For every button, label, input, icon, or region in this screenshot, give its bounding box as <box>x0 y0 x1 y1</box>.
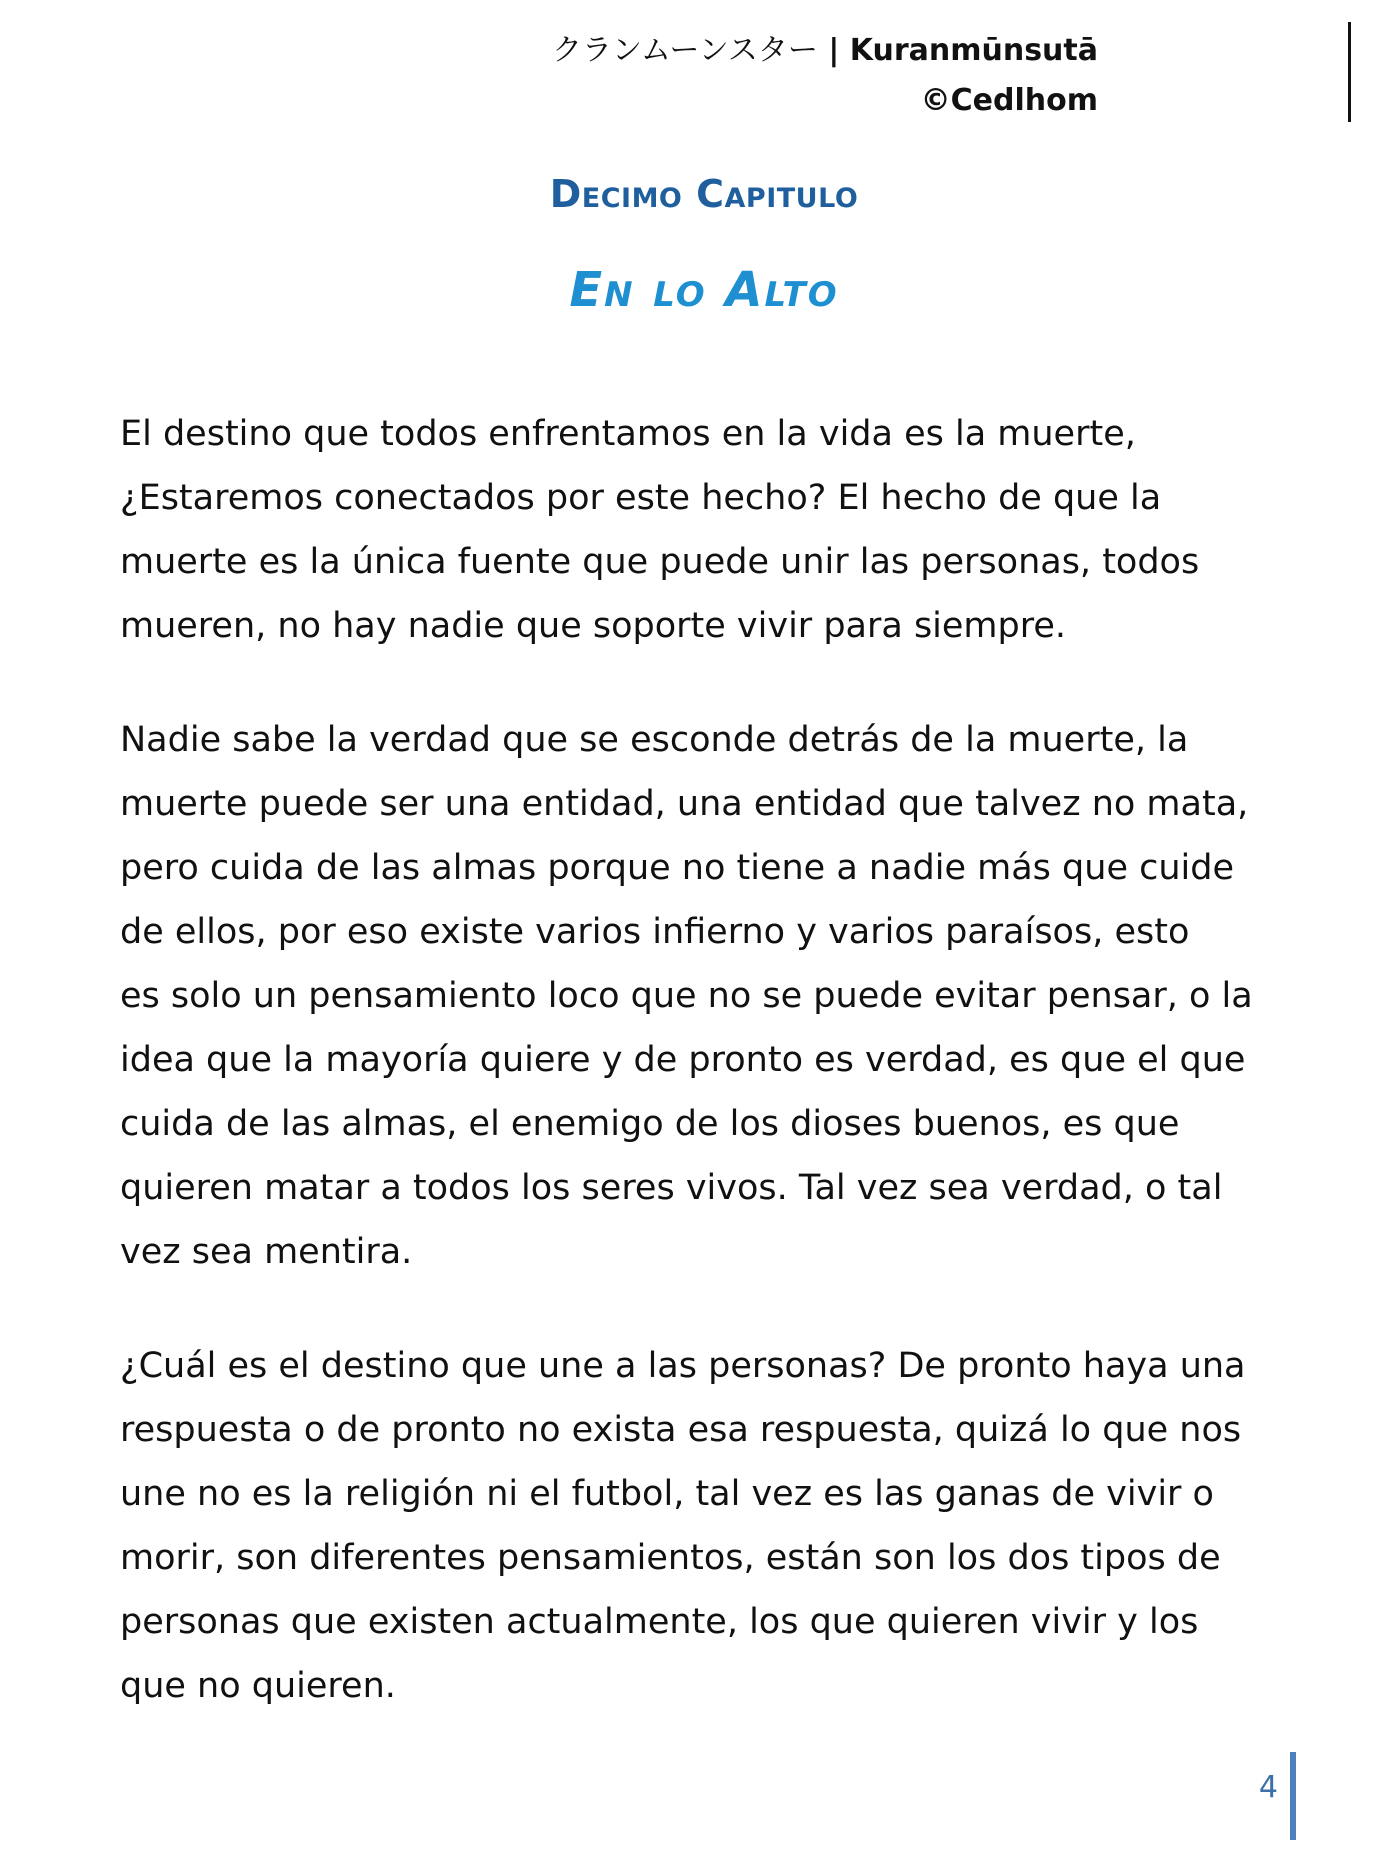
header-japanese-title: クランムーンスター <box>552 33 818 68</box>
text-line: une no es la religión ni el futbol, tal vez es las ganas de vivir o <box>120 1474 1214 1514</box>
text-line: vez sea mentira. <box>120 1232 413 1272</box>
header-copyright: ©Cedlhom <box>920 83 1098 118</box>
text-line: de ellos, por eso existe varios infierno y varios paraísos, esto <box>120 912 1190 952</box>
chapter-title: En lo Alto <box>569 262 839 318</box>
text-line: morir, son diferentes pensamientos, están son los dos tipos de <box>120 1538 1221 1578</box>
text-line: que no quieren. <box>120 1666 396 1706</box>
chapter-body <box>120 402 1300 1718</box>
text-line: personas que existen actualmente, los que quieren vivir y los <box>120 1602 1199 1642</box>
header-vertical-rule <box>1348 22 1351 122</box>
page-number: 4 <box>1258 1770 1278 1805</box>
text-line: mueren, no hay nadie que soporte vivir para siempre. <box>120 606 1067 646</box>
running-header <box>552 26 1098 126</box>
paragraph-2 <box>120 708 1300 1284</box>
text-line: muerte puede ser una entidad, una entidad que talvez no mata, <box>120 784 1249 824</box>
text-line: ¿Estaremos conectados por este hecho? El hecho de que la <box>120 478 1162 518</box>
paragraph-3 <box>120 1334 1300 1718</box>
text-line: ¿Cuál es el destino que une a las personas? De pronto haya una <box>120 1346 1246 1386</box>
paragraph-1 <box>120 402 1300 658</box>
text-line: cuida de las almas, el enemigo de los dioses buenos, es que <box>120 1104 1180 1144</box>
chapter-label: Decimo Capitulo <box>549 172 859 216</box>
text-line: El destino que todos enfrentamos en la vida es la muerte, <box>120 414 1136 454</box>
header-separator: | <box>828 33 840 68</box>
header-title-line <box>552 26 1098 76</box>
text-line: muerte es la única fuente que puede unir las personas, todos <box>120 542 1200 582</box>
text-line: idea que la mayoría quiere y de pronto es verdad, es que el que <box>120 1040 1246 1080</box>
header-romanized-title: Kuranmūnsutā <box>849 33 1098 68</box>
text-line: pero cuida de las almas porque no tiene a nadie más que cuide <box>120 848 1235 888</box>
text-line: respuesta o de pronto no exista esa respuesta, quizá lo que nos <box>120 1410 1242 1450</box>
page-number-rule <box>1290 1752 1296 1840</box>
text-line: Nadie sabe la verdad que se esconde detrás de la muerte, la <box>120 720 1189 760</box>
text-line: quieren matar a todos los seres vivos. Tal vez sea verdad, o tal <box>120 1168 1223 1208</box>
text-line: es solo un pensamiento loco que no se puede evitar pensar, o la <box>120 976 1253 1016</box>
